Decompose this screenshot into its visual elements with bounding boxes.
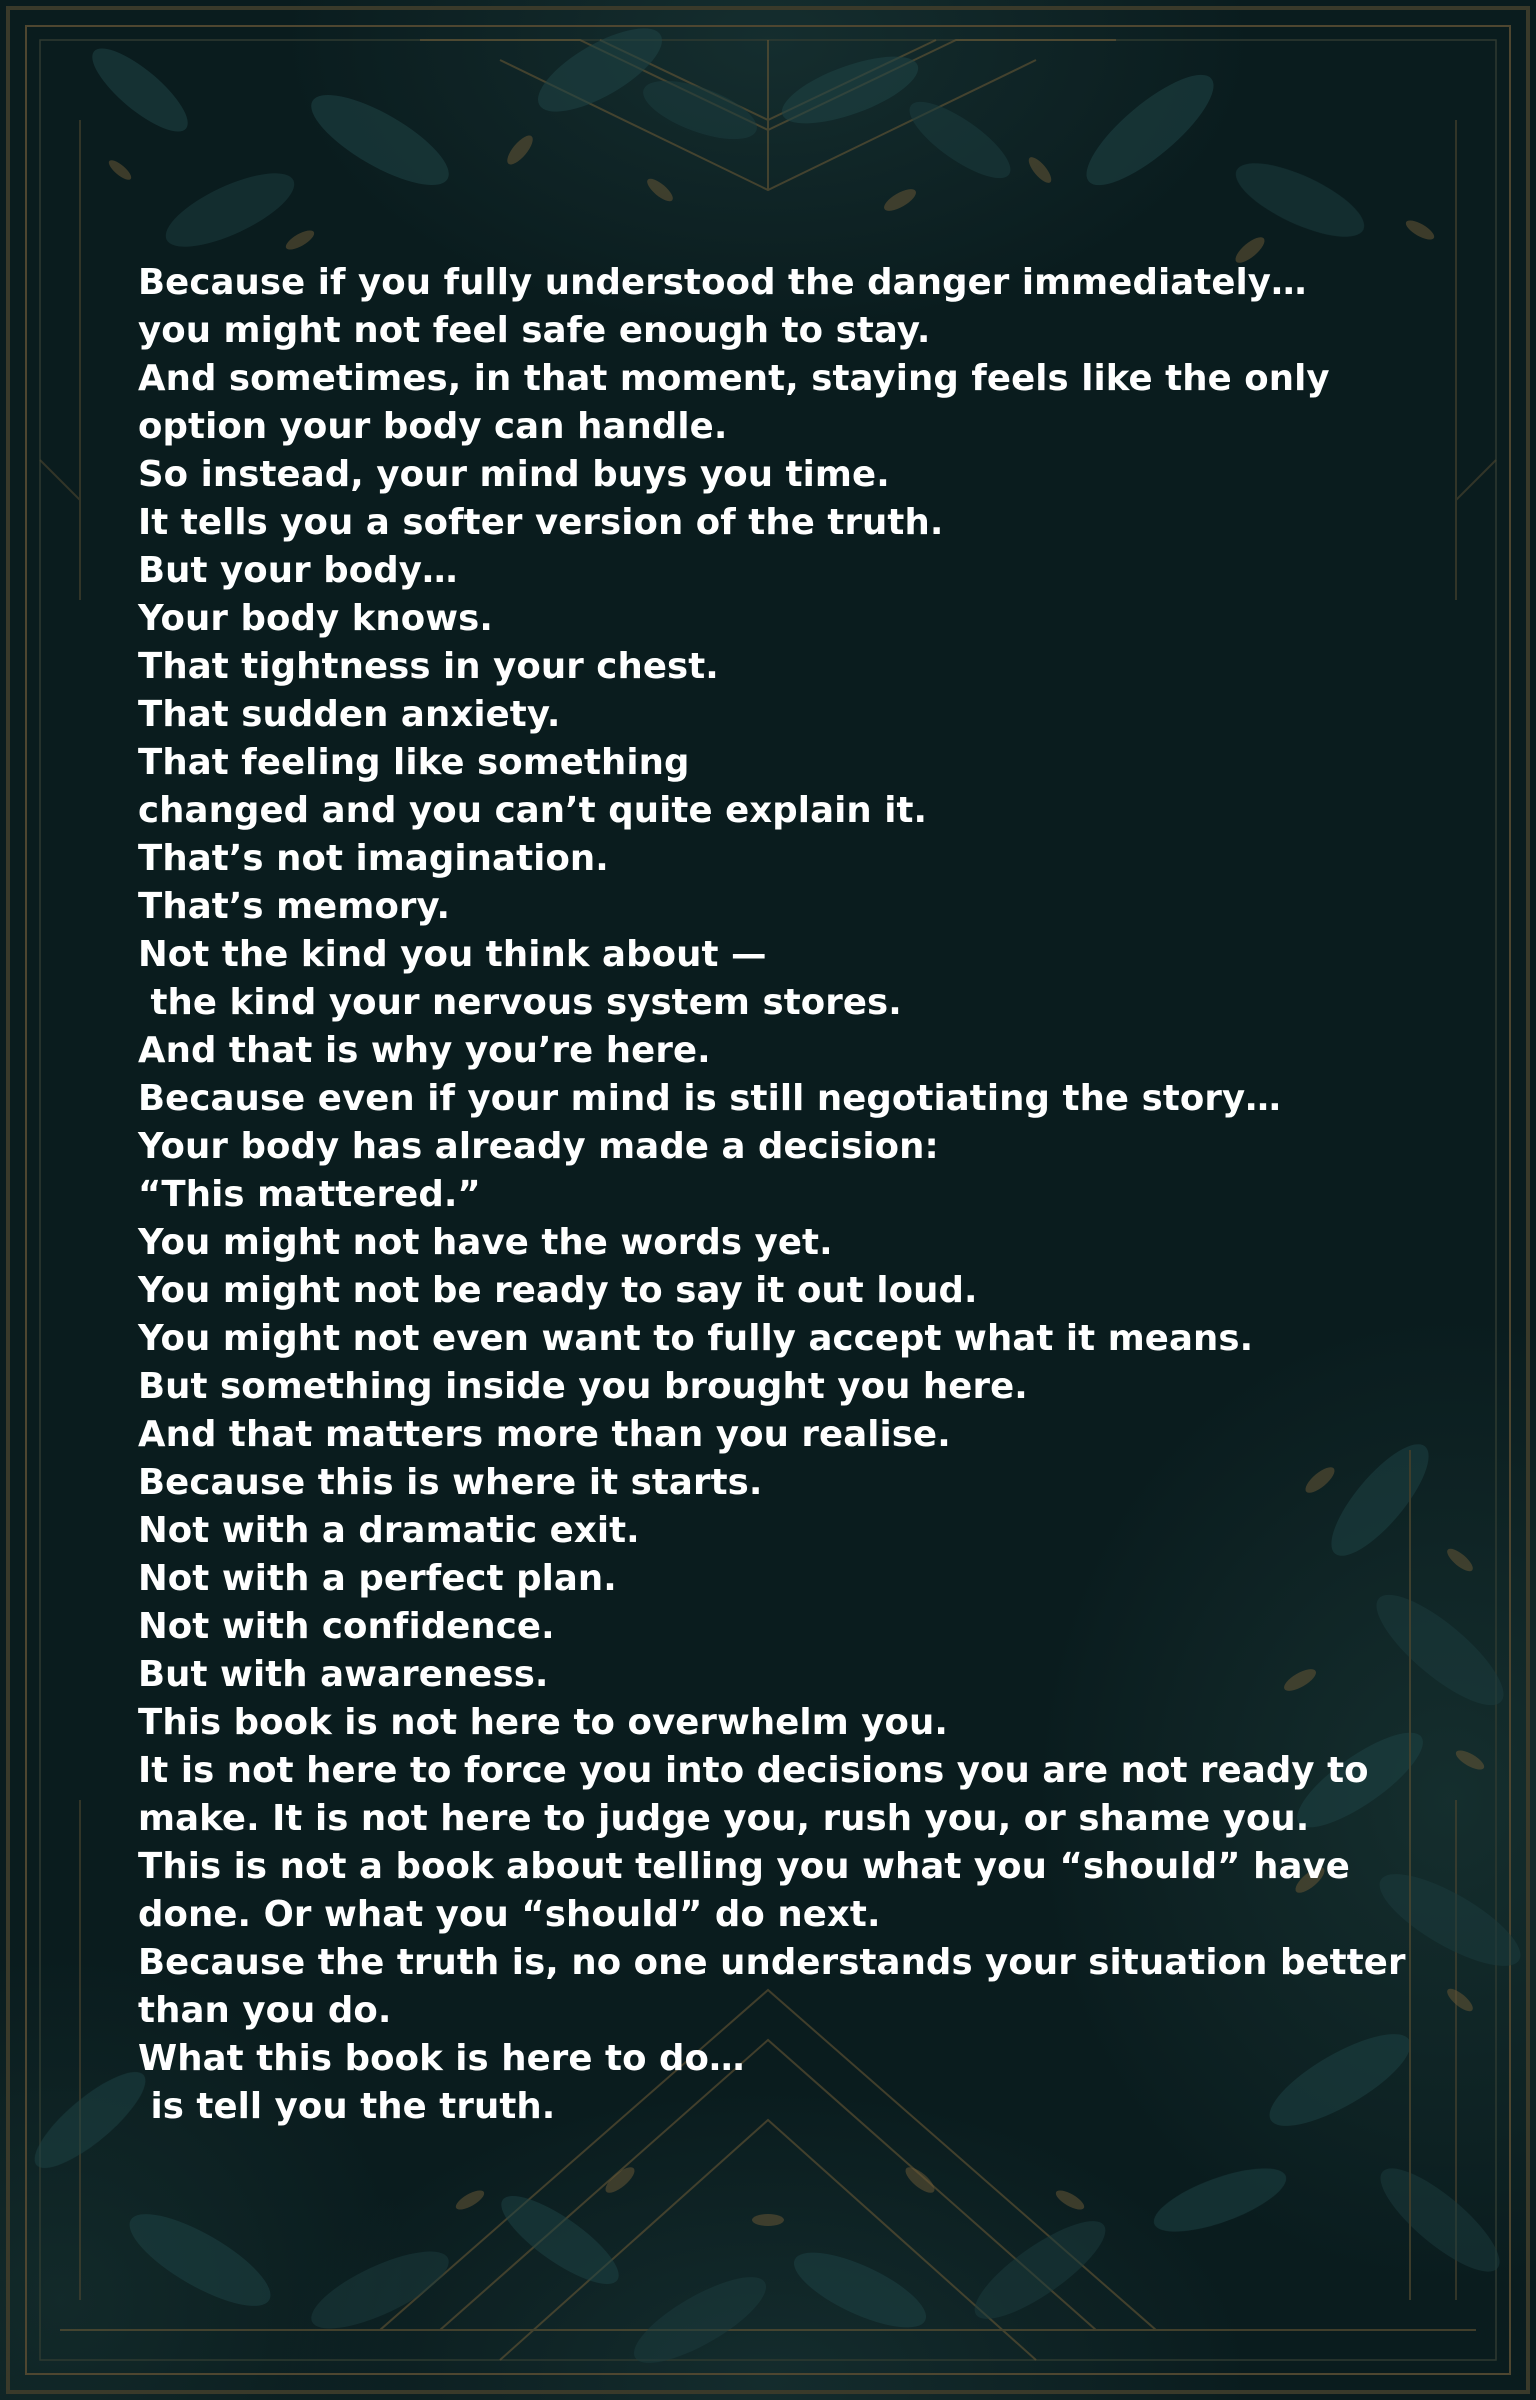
text-line: And that is why you’re here. xyxy=(138,1030,711,1071)
text-line: you might not feel safe enough to stay. xyxy=(138,310,931,351)
text-line: Because the truth is, no one understands your situation better xyxy=(138,1942,1406,1983)
body-text xyxy=(138,259,1406,2131)
text-line: Not with a dramatic exit. xyxy=(138,1510,640,1551)
text-line: You might not have the words yet. xyxy=(138,1222,833,1263)
text-line: Your body has already made a decision: xyxy=(138,1126,939,1167)
text-line: the kind your nervous system stores. xyxy=(138,982,902,1023)
text-line: It tells you a softer version of the truth. xyxy=(138,502,944,543)
text-line: You might not even want to fully accept what it means. xyxy=(138,1318,1254,1359)
text-line: And that matters more than you realise. xyxy=(138,1414,951,1455)
text-line: is tell you the truth. xyxy=(138,2086,556,2127)
text-line: done. Or what you “should” do next. xyxy=(138,1894,881,1935)
text-line: That sudden anxiety. xyxy=(138,694,561,735)
text-line: Not with a perfect plan. xyxy=(138,1558,617,1599)
text-line: And sometimes, in that moment, staying feels like the only xyxy=(138,358,1330,399)
text-line: than you do. xyxy=(138,1990,392,2031)
text-line: “This mattered.” xyxy=(138,1174,481,1215)
text-line: This is not a book about telling you what you “should” have xyxy=(138,1846,1350,1887)
text-line: So instead, your mind buys you time. xyxy=(138,454,890,495)
text-line: What this book is here to do… xyxy=(138,2038,745,2079)
text-line: Because even if your mind is still negotiating the story… xyxy=(138,1078,1281,1119)
text-line: That feeling like something xyxy=(138,742,690,783)
text-line: Not the kind you think about — xyxy=(138,934,767,975)
text-line: It is not here to force you into decisions you are not ready to xyxy=(138,1750,1369,1791)
text-line: But something inside you brought you here. xyxy=(138,1366,1028,1407)
text-line: Your body knows. xyxy=(138,598,493,639)
top-leaves xyxy=(81,12,1373,261)
text-line: That tightness in your chest. xyxy=(138,646,719,687)
text-line: You might not be ready to say it out loud. xyxy=(138,1270,978,1311)
text-line: That’s not imagination. xyxy=(138,838,609,879)
text-line: Because if you fully understood the danger immediately… xyxy=(138,262,1307,303)
text-line: But your body… xyxy=(138,550,458,591)
top-ornament xyxy=(420,40,1116,190)
text-line: changed and you can’t quite explain it. xyxy=(138,790,928,831)
text-line: Because this is where it starts. xyxy=(138,1462,763,1503)
text-line: But with awareness. xyxy=(138,1654,549,1695)
text-line: option your body can handle. xyxy=(138,406,728,447)
text-line: This book is not here to overwhelm you. xyxy=(138,1702,948,1743)
text-line: Not with confidence. xyxy=(138,1606,555,1647)
text-line: That’s memory. xyxy=(138,886,451,927)
top-gold-leaves xyxy=(106,132,1437,267)
text-line: make. It is not here to judge you, rush you, or shame you. xyxy=(138,1798,1310,1839)
